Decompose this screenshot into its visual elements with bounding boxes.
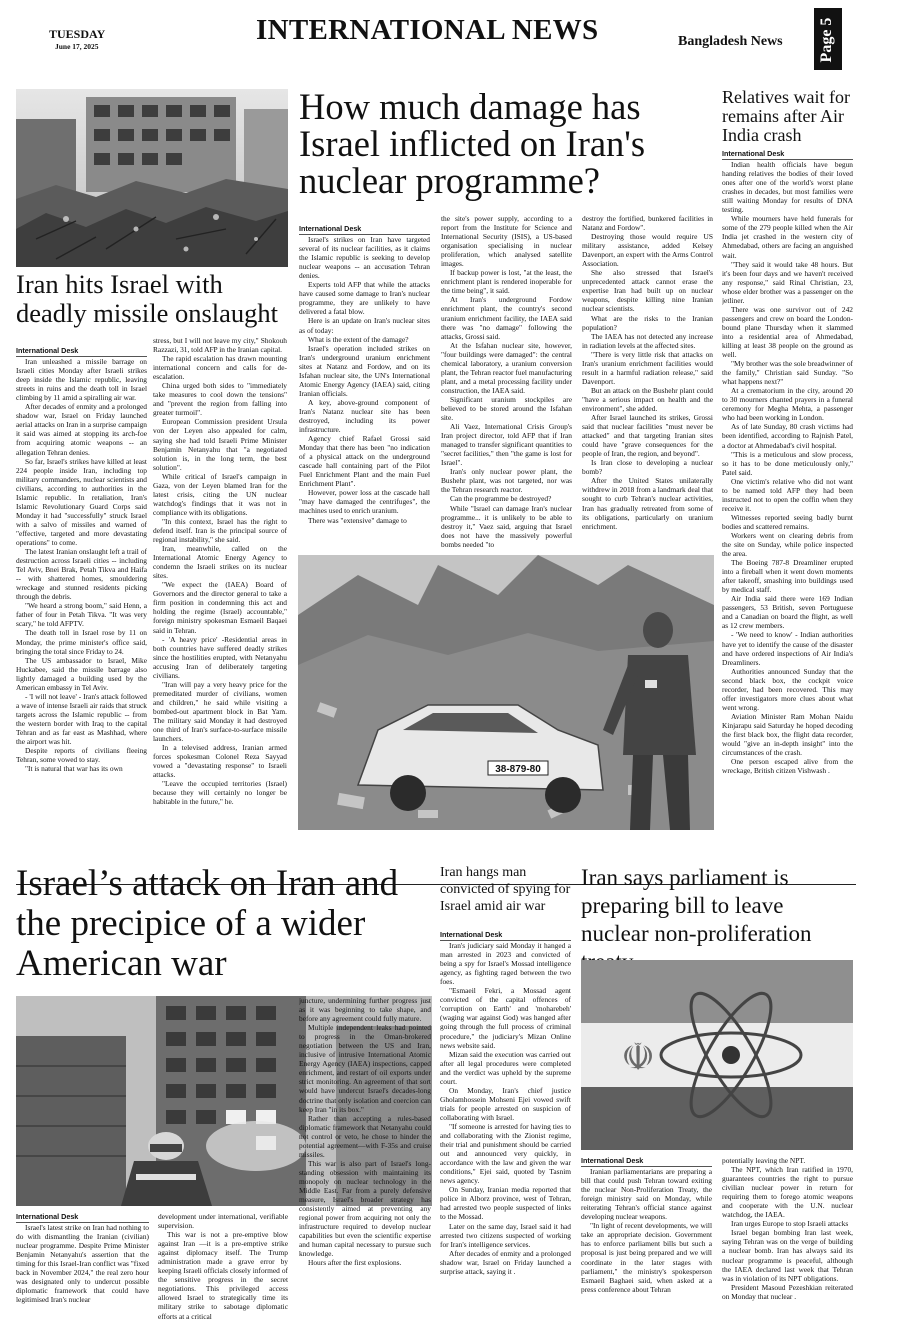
story5-paragraph: On Monday, Iran's chief justice Gholamhossein Mohseni Ejei vowed swift trials for people arrested on suspicion of collaborating with Israel. [440,1085,571,1122]
story5-paragraph: Iran's judiciary said Monday it hanged a man arrested in 2023 and convicted of being a spy for Israel's Mossad intelligence agency, as fighting raged between the two foes. [440,941,571,987]
story1-paragraph: So far, Israel's strikes have killed at least 224 people inside Iran, including top military commanders, nuclear scientists and civilians, according to authorities in the Islamic republic. In retaliation, Iran's Islamic Revolutionary Guard Corps said Monday it had "successfully" struck Israel with a salvo of missiles and warned of "effective, targeted and more devastating operations" to come. [16,456,147,547]
story3-paragraph: One person escaped alive from the wreckage, British citizen Vishwash . [722,757,853,776]
iran-flag-atom-photo [581,960,853,1150]
story1-paragraph: "Leave the occupied territories (Israel) because they will certainly no longer be habitable in the future," he. [153,779,287,807]
story3-paragraph: The Boeing 787-8 Dreamliner erupted into a fireball when it went down moments after takeoff, smashing into buildings used by medical staff. [722,558,853,595]
story3-paragraph: Indian health officials have begun handing relatives the bodies of their loved ones after one of the world's worst plane crashes in decades, but most families were still waiting Monday for results of DNA testing. [722,160,853,215]
ruined-building-illustration [16,89,288,267]
masthead [0,0,897,63]
story2-paragraph: Here is an update on Iran's nuclear sites as of today: [299,316,430,335]
story5-column [440,930,571,1330]
story2-paragraph: Experts told AFP that while the attacks have caused some damage to Iran's nuclear programme, they are unlikely to have delivered a fatal blow. [299,280,430,317]
page-number-badge [814,8,842,70]
story1-desk: International Desk [16,346,147,357]
story4-headline: Israel’s attack on Iran and the precipice of a wider American war [16,863,399,984]
story4-paragraph: Multiple independent leaks had pointed to progress in the Oman-brokered negotiation between the US and Iran, inclusive of intrusive International Atomic Energy Agency (IAEA) inspections, capped enrichment, and restart of oil exports under strict monitoring. An agreement of that sort would have undercut Israel's decades-long doctrine that only isolation and coercion can keep Iran "in its box." [299,1023,431,1114]
story2-paragraph: However, power loss at the cascade hall "may have damaged the centrifuges", the machines used to enrich uranium. [299,488,430,516]
story2-paragraph: Agency chief Rafael Grossi said Monday that there has been "no indication of a physical attack on the underground cascade hall containing part of the Pilot Fuel Enrichment Plant and the main Fuel Enrichment Plant". [299,434,430,489]
story3-paragraph: There was one survivor out of 242 passengers and crew on board the London-bound plane Thursday when it slammed into a residential area of Ahmedabad, killing at least 38 people on the ground as well. [722,304,853,360]
story2-paragraph: After Israel launched its strikes, Grossi said that nuclear facilities "must never be attacked" and that targeting Iranian sites could have "grave consequences for the people of Iran, the region, and beyond". [582,413,713,459]
story3-paragraph: Witnesses reported seeing badly burnt bodies and scattered remains. [722,512,853,531]
svg-text:☫: ☫ [621,1035,656,1079]
soldier-car-rubble-photo [298,555,714,830]
story2-paragraph: the site's power supply, according to a report from the Institute for Science and International Security (ISIS), a US-based organisation specialising in nuclear proliferation, which analysed satellite images. [441,214,572,269]
story1-paragraph: Despite reports of civilians fleeing Tehran, some vowed to stay. [16,746,147,765]
story1-paragraph: China urged both sides to "immediately take measures to cool down the tensions" and "prevent the region from falling into greater turmoil". [153,381,287,418]
story1-column-b [153,336,287,878]
story2-paragraph: Significant uranium stockpiles are believed to be stored around the Isfahan site. [441,394,572,423]
story2-paragraph: A key, above-ground component of Iran's Natanz nuclear site has been destroyed, including its power infrastructure. [299,397,430,435]
story4-paragraph: Hours after the first explosions. [308,1258,402,1268]
story2-paragraph: What are the risks to the Iranian population? [582,313,713,332]
story2-paragraph: Destroying those would require US military assistance, added Kelsey Davenport, an expert with the Arms Control Association. [582,232,713,269]
story2-paragraph: What is the extent of the damage? [308,334,409,344]
story4-paragraph: Israel's latest strike on Iran had nothing to do with dismantling the Iranian (civilian) nuclear programme. Despite Prime Minister Benjamin Netanyahu's assertion that the timing for this Israel-Iran conflict was "fixed back in November 2024," the real zero hour was designated only to undercut possible diplomatic framework that could have legitimised Iran's nuclear [16,1223,149,1305]
story2-column-a [299,224,430,564]
story4-desk: International Desk [16,1212,149,1223]
story6-paragraph: The NPT, which Iran ratified in 1970, guarantees countries the right to pursue civilian nuclear power in return for requiring them to forego atomic weapons and cooperate with the U.N. nuclear watchdog, the IAEA. [722,1165,853,1220]
story1-paragraph: "We expect the (IAEA) Board of Governors and the director general to take a firm position in condemning this act and holding the regime (Israel) accountable," foreign ministry spokesman Esmaeil Baqaei said in Tehran. [153,580,287,635]
story2-paragraph: While "Israel can damage Iran's nuclear programme... it is unlikely to be able to destroy it," Vaez said, arguing that Israel does not have the massively powerful bombs needed "to [441,503,572,549]
story1-paragraph: "Iran will pay a very heavy price for the premeditated murder of civilians, women and children," he said while visiting a bombed-out apartment block in Bat Yam. The military said Monday it had destroyed one third of Iran's surface-to-surface missile launchers. [153,679,287,744]
story3-paragraph: Air India said there were 169 Indian passengers, 53 British, seven Portuguese and a Canadian on board the flight, as well as 12 crew members. [722,594,853,631]
section-title: INTERNATIONAL NEWS [256,14,599,46]
story2-paragraph: There was "extensive" damage to [308,515,407,525]
story3-paragraph: "This is a meticulous and slow process, so it has to be done meticulously only," Patel said. [722,449,853,477]
masthead-day: TUESDAY [49,27,106,41]
story2-paragraph: destroy the fortified, bunkered facilities in Natanz and Fordow". [582,214,713,233]
story2-paragraph: Israel's strikes on Iran have targeted several of its nuclear facilities, as it claims the Islamic republic is seeking to develop nuclear weapons -- an accusation Tehran denies. [299,235,430,281]
story2-paragraph: After the United States unilaterally withdrew in 2018 from a landmark deal that sought to curb Tehran's nuclear activities, Iran has gradually retreated from some of its obligations, particularly on uranium enrichment. [582,476,713,531]
story3-paragraph: While mourners have held funerals for some of the 279 people killed when the Air India jet crashed in the western city of Ahmedabad, others are facing an anguished wait. [722,214,853,260]
story5-paragraph: "Esmaeil Fekri, a Mossad agent convicted of the capital offences of 'corruption on Earth' and 'moharebeh' (waging war against God) was hanged after going through the full process of criminal procedure," the judiciary's Mizan Online news website said. [440,986,571,1050]
story6-column-b [722,1156,853,1330]
story4-paragraph: development under international, verifiable supervision. [158,1212,288,1231]
story6-paragraph: "In light of recent developments, we will take an appropriate decision. Government has to enforce parliament bills but such a proposal is just being prepared and we will coordinate in the later stages with parliament," the ministry's spokesperson Esmaeil Baghaei said, when asked at a press conference about Tehran [581,1221,712,1294]
story2-paragraph: But an attack on the Bushehr plant could "have a serious impact on health and the environment", she added. [582,385,713,413]
brand-name: Bangladesh News [678,34,783,49]
story1-paragraph: - 'A heavy price' -Residential areas in both countries have suffered deadly strikes since the hostilities erupted, with Netanyahu accusing Iran of deliberately targeting civilians. [153,634,287,680]
story4-paragraph: juncture, undermining further progress just as it was beginning to take shape, and before any agreement could fully mature. [299,996,431,1024]
story6-desk: International Desk [581,1156,712,1167]
story1-paragraph: stress, but I will not leave my city," Shokouh Razzazi, 31, told AFP in the Iranian capital. [153,336,287,355]
masthead-date: June 17, 2025 [55,42,99,51]
story5-paragraph: Mizan said the execution was carried out after all legal procedures were completed and the verdict was upheld by the supreme court. [440,1049,571,1086]
story3-paragraph: "My brother was the sole breadwinner of the family," Christian said Sunday. "So what happens next?" [722,359,853,387]
story6-paragraph: potentially leaving the NPT. [722,1156,806,1165]
story3-paragraph: At a crematorium in the city, around 20 to 30 mourners chanted prayers in a funeral ceremony for Megha Mehta, a passenger who had been working in London. [722,386,853,423]
story3-paragraph: Aviation Minister Ram Mohan Naidu Kinjarapu said Saturday he hoped decoding the first black box, the flight data recorder, would "give an in-depth insight" into the circumstances of the crash. [722,711,853,758]
story5-paragraph: On Sunday, Iranian media reported that police in Alborz province, west of Tehran, had arrested two people suspected of links to the Mossad. [440,1185,571,1222]
story2-paragraph: She also stressed that Israel's unprecedented attack cannot erase the expertise Iran had built up on nuclear weapons, despite killing nine Iranian nuclear scientists. [582,268,713,314]
story6-paragraph: President Masoud Pezeshkian reiterated on Monday that nuclear . [722,1282,853,1301]
story1-column-a [16,346,147,878]
story1-paragraph: In a televised address, Iranian armed forces spokesman Colonel Reza Sayyad vowed a "devastating response" to Israeli attacks. [153,743,287,780]
story1-paragraph: European Commission president Ursula von der Leyen also appealed for calm, saying she had told Israeli Prime Minister Benjamin Netanyahu that "a negotiated solution is, in the long term, the best solution". [153,417,287,472]
story5-headline: Iran hangs man convicted of spying for Israel amid air war [440,865,571,914]
story6-column-a [581,1156,712,1330]
story3-paragraph: As of late Sunday, 80 crash victims had been identified, according to Rajnish Patel, a doctor at Ahmedabad's civil hospital. [722,422,853,450]
story2-paragraph: Iran's only nuclear power plant, the Bushehr plant, was not targeted, nor was the Tehran research reactor. [441,467,572,495]
story3-paragraph: One victim's relative who did not want to be named told AFP they had been instructed not to open the coffin when they receive it. [722,476,853,513]
license-plate: 38-879-80 [495,764,541,775]
story1-paragraph: The rapid escalation has drawn mounting international concern and calls for de-escalation. [153,354,287,382]
story1-paragraph: After decades of enmity and a prolonged shadow war, Israel on Friday launched aerial attacks on Iran in a surprise campaign it said was aimed at stopping its arch-foe from acquiring atomic weapons -- an allegation Tehran denies. [16,402,147,457]
story2-paragraph: Is Iran close to developing a nuclear bomb? [582,458,713,477]
story1-paragraph: "It is natural that war has its own [25,764,123,774]
story3-paragraph: Workers went on clearing debris from the site on Sunday, while police inspected the area. [722,530,853,559]
story2-column-c [582,214,713,566]
story2-column-b [441,214,572,566]
story4-paragraph: Rather than accepting a rules-based diplomatic framework that Netanyahu could not control or veto, he chose to hinder the potential agreement—with F-35s and cruise missiles. [299,1113,431,1159]
story4-column-b [158,1212,288,1330]
flag-atom-illustration [581,960,853,1150]
story3-column [722,149,853,880]
ruined-building-photo [16,89,288,267]
page-number: Page 5 [818,17,835,63]
story3-paragraph: - 'We need to know' - Indian authorities have yet to identify the cause of the disaster and have ordered inspections of Air India's Dreamliners. [722,630,853,667]
story2-paragraph: At Iran's underground Fordow enrichment plant, the country's second uranium enrichment facility, the IAEA said there was "no damage" following the attacks, Grossi said. [441,295,572,341]
story6-paragraph: Israel began bombing Iran last week, saying Tehran was on the verge of building a nuclear bomb. Iran has always said its nuclear programme is peaceful, although the IAEA declared last week that Tehran was in violation of its NPT obligations. [722,1228,853,1283]
story6-paragraph: Iranian parliamentarians are preparing a bill that could push Tehran toward exiting the nuclear Non-Proliferation Treaty, the foreign ministry said on Monday, while reiterating Tehran's official stance against developing nuclear weapons. [581,1167,712,1222]
story3-paragraph: "They said it would take 48 hours. But it's been four days and we haven't received any response," said Rinal Christian, 23, whose elder brother was a passenger on the jetliner. [722,259,853,305]
story1-paragraph: The US ambassador to Israel, Mike Huckabee, said the missile barrage also lightly damaged a building used by the American embassy in Tel Aviv. [16,655,147,692]
story1-paragraph: - 'I will not leave' - Iran's attack followed a wave of intense Israeli air raids that struck targets across the Islamic republic -- from the western border with Iraq to the capital Tehran and as far east as Mashhad, where the airport was hit. [16,691,147,747]
soldier-car-illustration [298,555,714,830]
story6-paragraph: Iran urges Europe to stop Israeli attacks [731,1219,849,1229]
story2-paragraph: Israel's operation included strikes on Iran's underground uranium enrichment sites at Natanz and Fordow, and on its Isfahan nuclear site, the UN's International Atomic Energy Agency (IAEA) said, citing Iranian officials. [299,343,430,398]
story2-paragraph: "There is very little risk that attacks on Iran's uranium enrichment facilities would result in a harmful radiation release," said Davenport. [582,349,713,386]
story1-paragraph: The death toll in Israel rose by 11 on Monday, the prime minister's office said, bringing the total since Friday to 24. [16,628,147,656]
story1-headline: Iran hits Israel with deadly missile onslaught [16,269,279,328]
story3-paragraph: Authorities announced Sunday that the second black box, the cockpit voice recorder, had been recovered. This may offer investigators more clues about what went wrong. [722,666,853,712]
story5-paragraph: Later on the same day, Israel said it had arrested two citizens suspected of working for Iran's intelligence services. [440,1221,571,1249]
story2-paragraph: Ali Vaez, International Crisis Group's Iran project director, told AFP that if Iran managed to transfer significant quantities to "secret facilities," then "the game is lost for Israel". [441,422,572,468]
story5-paragraph: After decades of enmity and a prolonged shadow war, Israel on Friday launched a surprise attack, saying it . [440,1248,571,1276]
story3-desk: International Desk [722,149,853,160]
story2-paragraph: If backup power is lost, "at the least, the enrichment plant is rendered inoperable for the time being", it said. [441,268,572,296]
story4-column-a [16,1212,149,1330]
story1-paragraph: "We heard a strong boom," said Henn, a father of four in Petah Tikva. "It was very scary," he told AFPTV. [16,601,147,629]
story2-paragraph: At the Isfahan nuclear site, however, "four buildings were damaged": the central chemical laboratory, a uranium conversion plant, the Tehran reactor fuel manufacturing plant, and a metal processing facility under construction, the IAEA said. [441,340,572,395]
story5-desk: International Desk [440,930,571,941]
story2-paragraph: Can the programme be destroyed? [450,494,552,504]
story1-paragraph: "In this context, Israel has the right to defend itself. Iran is the principal source of regional instability," she said. [153,516,287,545]
story1-paragraph: Iran, meanwhile, called on the International Atomic Energy Agency to condemn the Israeli strikes on its nuclear sites. [153,544,287,581]
story3-headline: Relatives wait for remains after Air India crash [722,87,850,145]
story1-paragraph: The latest Iranian onslaught left a trail of destruction across Israeli cities -- including Tel Aviv, Bnei Brak, Petah Tikva and Haifa -- with shattered homes, smouldering wreckage and stunned residents picking through the debris. [16,547,147,602]
story2-headline: How much damage has Israel inflicted on Iran's nuclear programme? [299,86,646,201]
story1-paragraph: Iran unleashed a missile barrage on Israeli cities Monday after Israeli strikes deep inside the Islamic republic, leaving streets in ruins and the death toll in Israel climbing by 11 amid a spiralling air war. [16,357,147,403]
story4-column-c [299,996,431,1330]
story4-paragraph: This war is also part of Israel's long-standing obsession with maintaining its monopoly on nuclear technology in the Middle East. Far from a purely defensive measure, Israel's broader strategy has consistently aimed at preventing any regional power from acquiring not only the infrastructure required to develop nuclear capabilities but even the scientific expertise and human capital necessary to pursue such knowledge. [299,1158,431,1259]
story2-desk: International Desk [299,224,430,235]
story2-paragraph: The IAEA has not detected any increase in radiation levels at the affected sites. [582,331,713,350]
story1-paragraph: While critical of Israel's campaign in Gaza, von der Leyen blamed Iran for the latest crisis, citing the UN nuclear watchdog's findings that it was not in compliance with its obligations. [153,471,287,517]
story5-paragraph: "If someone is arrested for having ties to and collaborating with the Zionist regime, their trial and punishment should be carried out and announced very quickly, in accordance with the law and given the war conditions," Ejei said, quoted by Tasnim news agency. [440,1121,571,1186]
story6-headline: Iran says parliament is preparing bill to leave nuclear non-proliferation [581,865,812,946]
story4-paragraph: This war is not a pre-emptive blow against Iran —it is a pre-emptive strike against diplomacy itself. The Trump administration made a grave error by keeping Israeli officials closely informed of the sensitive progress in the secret negotiations. This privileged access allowed Israel to strategically time its military strike to sabotage diplomatic efforts at a critical [158,1230,288,1321]
